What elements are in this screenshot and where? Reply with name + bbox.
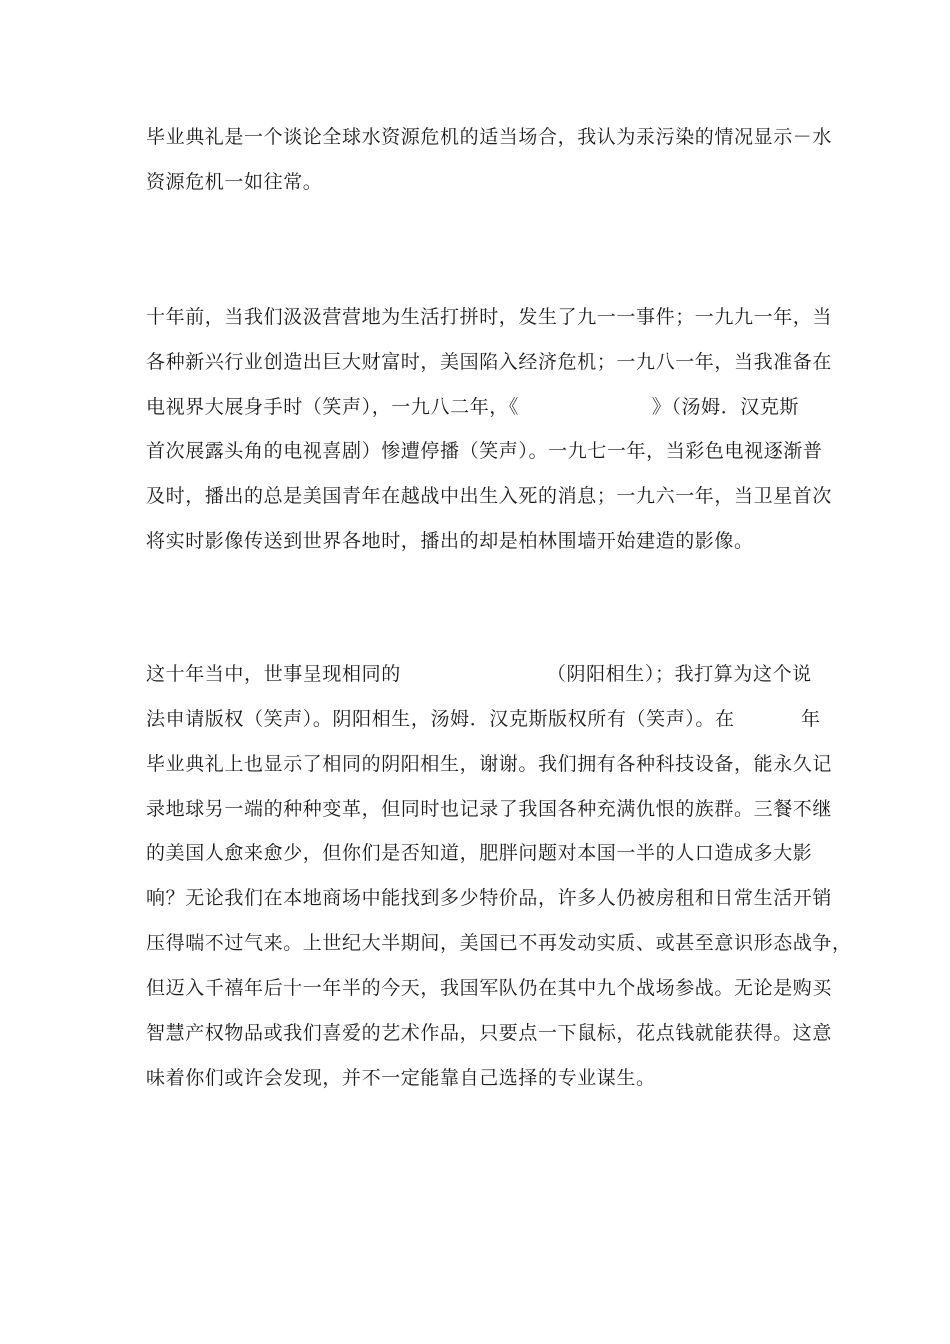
text-line: 及时，播出的总是美国青年在越战中出生入死的消息；一九六一年，当卫星首次 <box>146 485 833 507</box>
text-line: 法申请版权（笑声）。阴阳相生，汤姆．汉克斯版权所有（笑声）。在 年 <box>146 708 821 730</box>
text-line: 智慧产权物品或我们喜爱的艺术作品，只要点一下鼠标，花点钱就能获得。这意 <box>146 1022 833 1044</box>
text-line: 录地球另一端的种种变革，但同时也记录了我国各种充满仇恨的族群。三餐不继 <box>146 798 833 820</box>
text-line: 压得喘不过气来。上世纪大半期间，美国已不再发动实质、或甚至意识形态战争， <box>146 932 852 954</box>
text-line: 首次展露头角的电视喜剧）惨遭停播（笑声）。一九七一年，当彩色电视逐渐普 <box>146 440 823 462</box>
text-line: 电视界大展身手时（笑声），一九八二年，《 》（汤姆．汉克斯 <box>146 396 800 418</box>
text-line: 资源危机一如往常。 <box>146 171 323 193</box>
text-line: 响？无论我们在本地商场中能找到多少特价品，许多人仍被房租和日常生活开销 <box>146 887 833 909</box>
text-line: 毕业典礼是一个谈论全球水资源危机的适当场合，我认为汞污染的情况显示－水 <box>146 126 833 148</box>
text-line: 但迈入千禧年后十一年半的今天，我国军队仍在其中九个战场参战。无论是购买 <box>146 977 833 999</box>
text-line: 味着你们或许会发现，并不一定能靠自己选择的专业谋生。 <box>146 1067 656 1089</box>
text-line: 各种新兴行业创造出巨大财富时，美国陷入经济危机；一九八一年，当我准备在 <box>146 351 833 373</box>
text-line: 将实时影像传送到世界各地时，播出的却是柏林围墙开始建造的影像。 <box>146 530 754 552</box>
text-line: 十年前，当我们汲汲营营地为生活打拼时，发生了九一一事件；一九九一年，当 <box>146 306 833 328</box>
text-line: 毕业典礼上也显示了相同的阴阳相生，谢谢。我们拥有各种科技设备，能永久记 <box>146 753 833 775</box>
text-line: 的美国人愈来愈少，但你们是否知道，肥胖问题对本国一半的人口造成多大影 <box>146 842 813 864</box>
text-line: 这十年当中，世事呈现相同的 （阴阳相生）；我打算为这个说 <box>146 663 812 685</box>
